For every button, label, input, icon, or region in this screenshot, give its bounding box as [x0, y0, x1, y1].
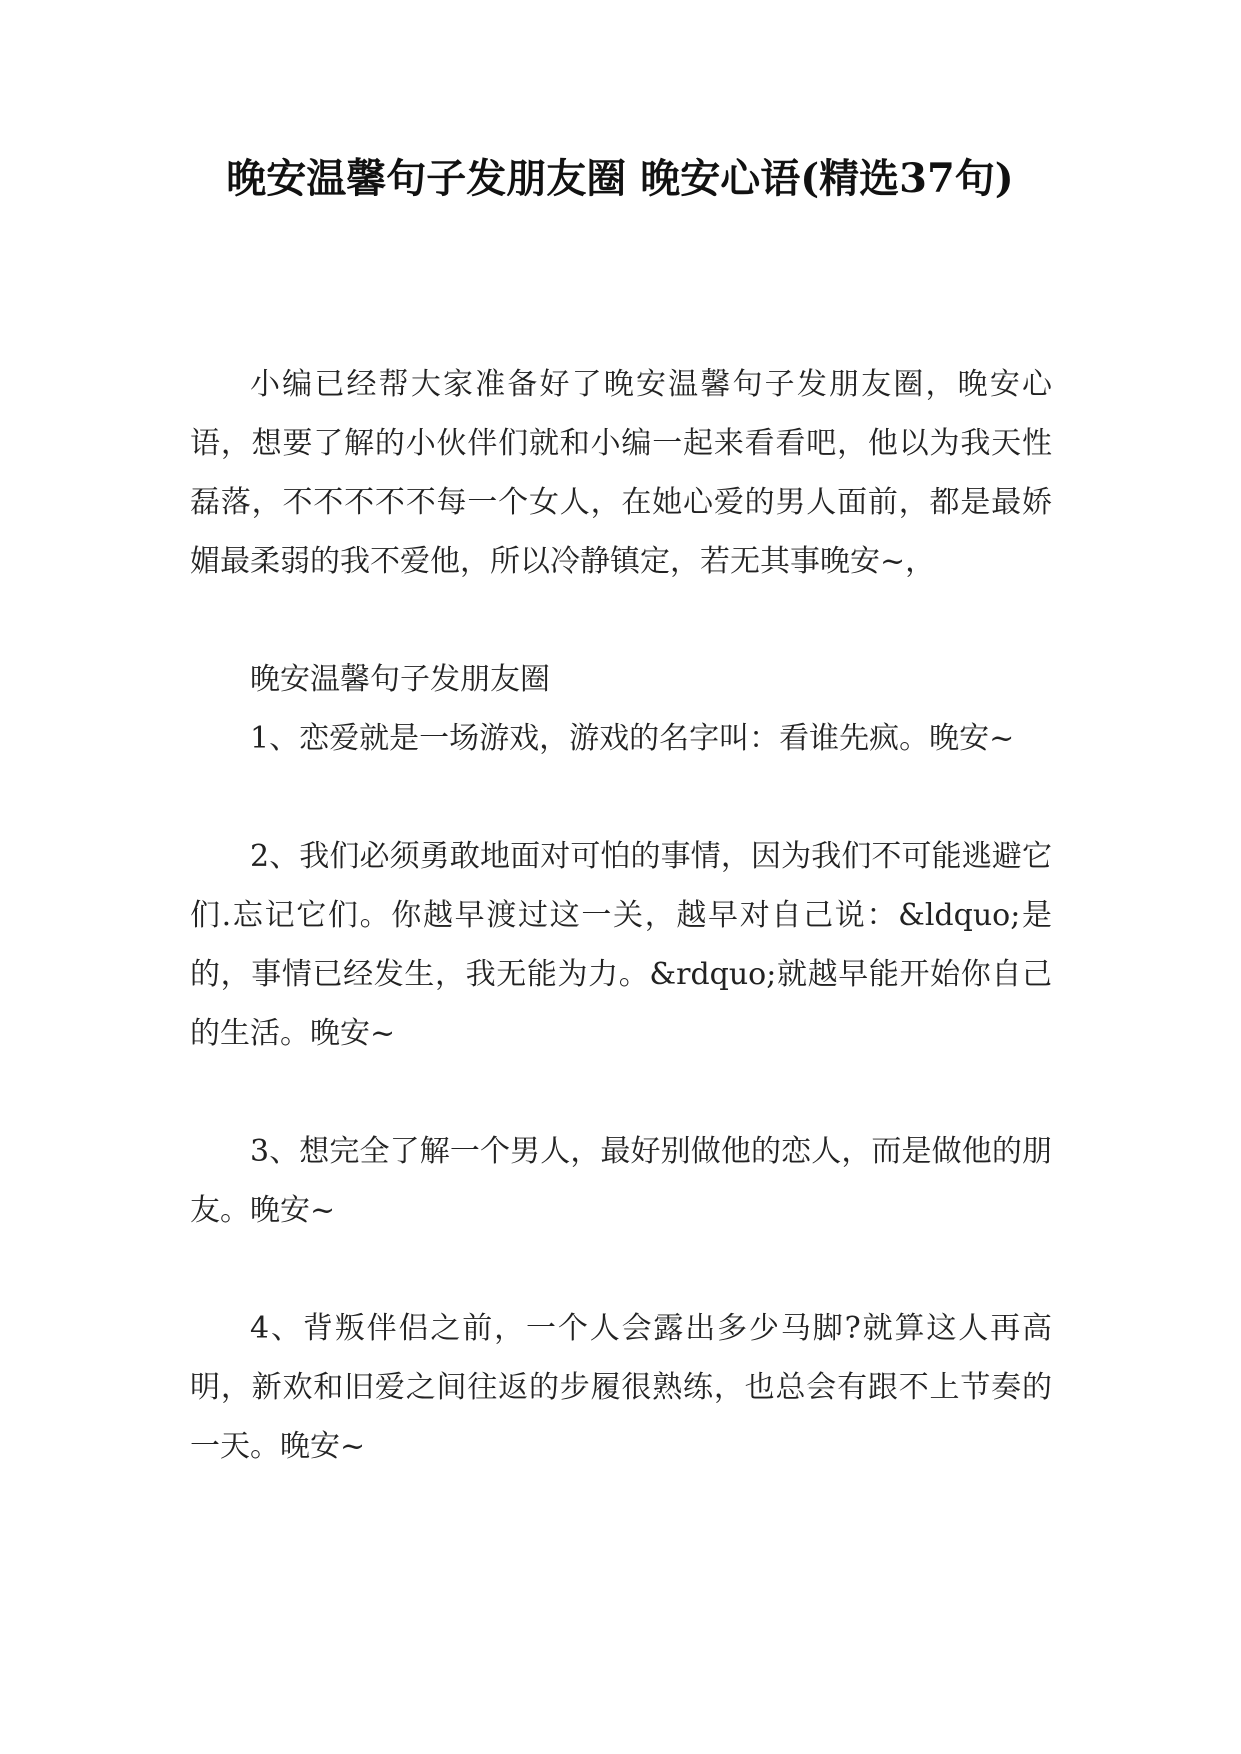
document-body — [190, 355, 1052, 1476]
intro-paragraph: 小编已经帮大家准备好了晚安温馨句子发朋友圈，晚安心语，想要了解的小伙伴们就和小编一起来看看吧，他以为我天性磊落，不不不不不每一个女人，在她心爱的男人面前，都是最娇媚最柔弱的我不爱他，所以冷静镇定，若无其事晚安~， — [190, 367, 1052, 579]
list-item: 4、背叛伴侣之前，一个人会露出多少马脚?就算这人再高明，新欢和旧爱之间往返的步履很熟练，也总会有跟不上节奏的一天。晚安~ — [190, 1311, 1052, 1464]
paragraph-gap — [190, 591, 1052, 650]
paragraph-gap — [190, 768, 1052, 827]
section-heading: 晚安温馨句子发朋友圈 — [250, 662, 550, 697]
list-item: 2、我们必须勇敢地面对可怕的事情，因为我们不可能逃避它们.忘记它们。你越早渡过这一关，越早对自己说：&ldquo;是的，事情已经发生，我无能为力。&rdquo;就越早能开始你自己的生活。晚安~ — [190, 839, 1052, 1051]
paragraph-gap — [190, 1063, 1052, 1122]
paragraph-gap — [190, 1240, 1052, 1299]
document-title: 晚安温馨句子发朋友圈 晚安心语(精选37句) — [226, 155, 1014, 202]
list-item: 1、恋爱就是一场游戏，游戏的名字叫：看谁先疯。晚安~ — [250, 721, 1015, 756]
list-item: 3、想完全了解一个男人，最好别做他的恋人，而是做他的朋友。晚安~ — [190, 1134, 1052, 1228]
